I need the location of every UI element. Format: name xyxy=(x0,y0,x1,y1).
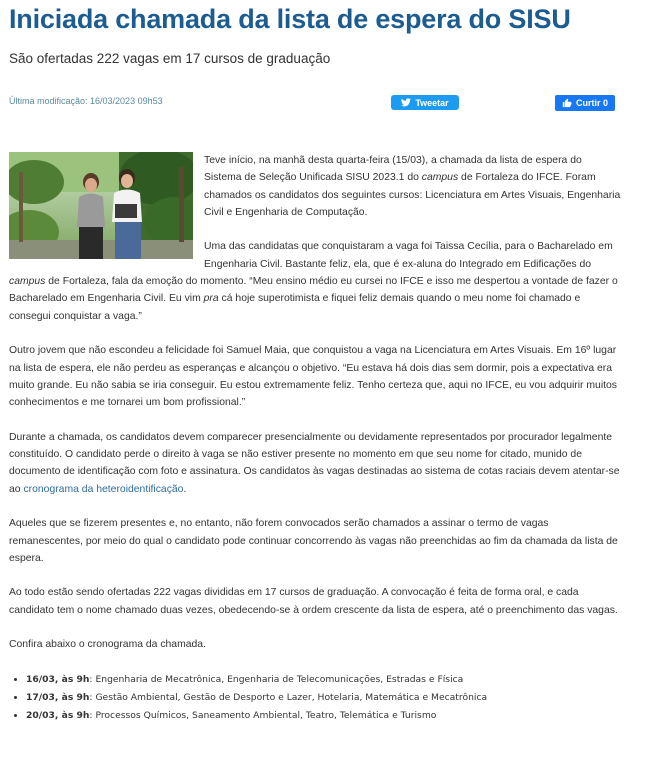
paragraph-4: Durante a chamada, os candidatos devem comparecer presencialmente ou devidamente representados por procurador legalmente constituído. O candidato perde o direito à vaga se não estiver presente no momento em que seu nome for citado, munido de documento de identificação com foto e assinatura. Os candidatos às vagas destinadas ao sistema de cotas raciais devem atentar-se ao cronograma da heteroidentificação. xyxy=(9,431,620,495)
like-label: Curtir 0 xyxy=(575,98,608,108)
list-item: • 20/03, às 9h: Processos Químicos, Saneamento Ambiental, Teatro, Telemática e Turismo xyxy=(26,707,621,725)
like-button[interactable] xyxy=(555,95,615,111)
list-item: • 16/03, às 9h: Engenharia de Mecatrônica, Engenharia de Telecomunicações, Estradas e Física xyxy=(26,671,621,689)
schedule-list xyxy=(9,671,621,726)
paragraph-5: Aqueles que se fizerem presentes e, no entanto, não forem convocados serão chamados a assinar o termo de vagas remanescentes, por meio do qual o candidato pode continuar concorrendo às vagas não preenchidas ao fim da chamada da lista de espera. xyxy=(9,518,618,564)
paragraph-2: Uma das candidatas que conquistaram a vaga foi Taissa Cecília, para o Bacharelado em Engenharia Civil. Bastante feliz, ela, que é ex-aluna do Integrado em Edificações do campus de Fortaleza, fala da emoção do momento. “Meu ensino médio eu cursei no IFCE e isso me despertou a vontade de fazer o Bacharelado em Engenharia Civil. Eu vim pra cá hoje superotimista e fiquei feliz demais quando o meu nome foi chamado e consegui conquistar a vaga.” xyxy=(9,241,618,322)
tweet-label: Tweetar xyxy=(415,97,449,108)
page-subtitle: São ofertadas 222 vagas em 17 cursos de graduação xyxy=(9,51,331,66)
page-title: Iniciada chamada da lista de espera do SISU xyxy=(9,4,571,34)
article-photo xyxy=(9,152,193,259)
thumbs-up-icon xyxy=(562,98,572,108)
paragraph-6: Ao todo estão sendo ofertadas 222 vagas divididas em 17 cursos de graduação. A convocação é feita de forma oral, e cada candidato tem o nome chamado duas vezes, obedecendo-se à ordem crescente da lista de espera, até o preenchimento das vagas. xyxy=(9,587,618,616)
candidates-photo xyxy=(9,152,193,259)
twitter-bird-icon xyxy=(401,98,411,107)
meta-row xyxy=(9,94,639,114)
paragraph-1: Teve início, na manhã desta quarta-feira (15/03), a chamada da lista de espera do Sistema de Seleção Unificada SISU 2023.1 do campus de Fortaleza do IFCE. Foram chamados os candidatos dos seguintes cursos: Licenciatura em Artes Visuais, Engenharia Civil e Engenharia de Computação. xyxy=(204,155,621,218)
tweet-button[interactable] xyxy=(391,95,459,110)
heteroidentification-link[interactable]: cronograma da heteroidentificação xyxy=(23,483,184,495)
last-modified: Última modificação: 16/03/2023 09h53 xyxy=(9,96,163,106)
article-body xyxy=(9,152,621,726)
paragraph-3: Outro jovem que não escondeu a felicidade foi Samuel Maia, que conquistou a vaga na Licenciatura em Artes Visuais. Em 16º lugar na lista de espera, ele não perdeu as esperanças e alcançou o objetivo. “Eu estava há dois dias sem dormir, pois a expectativa era muito grande. Eu não sabia se iria conseguir. Eu estou extremamente feliz. Tenho certeza que, aqui no IFCE, eu vou adquirir muitos conhecimentos e me tornarei um bom profissional.” xyxy=(9,345,618,409)
schedule-intro: Confira abaixo o cronograma da chamada. xyxy=(9,639,206,651)
list-item: • 17/03, às 9h: Gestão Ambiental, Gestão de Desporto e Lazer, Hotelaria, Matemática e Mecatrônica xyxy=(26,689,621,707)
